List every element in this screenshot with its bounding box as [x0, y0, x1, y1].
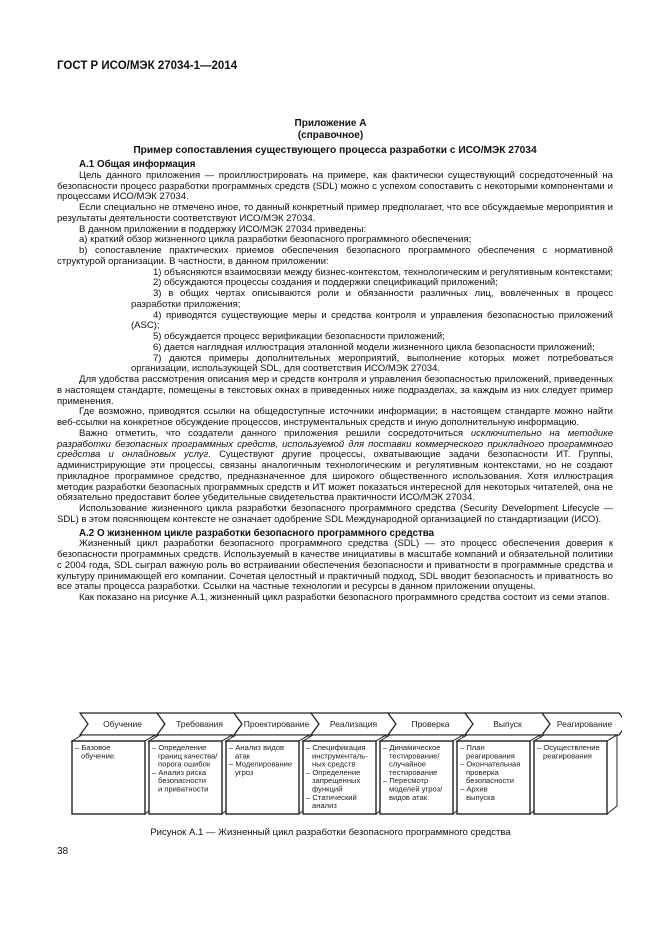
section-heading: А.2 О жизненном цикле разработки безопасного программного средства [79, 527, 435, 539]
sdl-lifecycle-diagram [57, 708, 622, 820]
phase-activity: – Пересмотр [383, 776, 429, 786]
phase-label: Выпуск [493, 719, 522, 729]
text: Важно отметить, что создатели данного приложения решили сосредоточиться [79, 427, 464, 439]
appendix-title: Пример сопоставления существующего процесса разработки с ИСО/МЭК 27034 [133, 145, 537, 156]
phase-activity: – Архив [460, 784, 488, 794]
list-item: 2) обсуждаются процессы создания и поддержки спецификаций приложений; [153, 277, 498, 289]
phase-activity: границ качества/ [158, 751, 218, 761]
phase-activity: видов атак [389, 792, 428, 802]
section-heading: А.1 Общая информация [79, 159, 196, 170]
paragraph: В данном приложении в поддержку ИСО/МЭК 27034 приведены: [79, 223, 367, 235]
phase-activity: обучение. [81, 751, 117, 761]
phase-activity: – Анализ видов [229, 743, 285, 752]
paragraph: Для удобства рассмотрения описания мер и средств контроля и управления безопасностью приложений, приведенных в настоящем стандарте, помещены в текстовых окнах в приведенных ниже подразделах, за каждым из них следует пример применения. [57, 374, 613, 407]
phase-activity: – Базовое [75, 743, 111, 752]
paragraph: Если специально не отмечено иное, то данный конкретный пример предполагает, что все обсуждаемые мероприятия и результаты деятельности соответствуют ИСО/МЭК 27034. [57, 202, 613, 224]
page-number: 38 [57, 846, 69, 857]
phase-activity: и приватности [158, 784, 209, 794]
phase-activity: атак [235, 751, 250, 761]
phase-activity: – Окончательная [460, 759, 521, 769]
phase-activity: ных средств [312, 759, 356, 769]
paragraph: Жизненный цикл разработки безопасного программного средства (SDL) — это процесс обеспечения доверия к безопасности программных средств. Используемый в качестве инициативы в масштабе компаний и обязательной политики с 2004 года, SDL сыграл важную роль во встраивании обеспечения безопасности и приватности в программные средства и культуру принимающей его компании. Сочетая целостный и практичный подход, SDL вводит безопасность и приватность во все этапы процесса разработки. Ссылки на частные технологии и ресурсы в данном приложении опущены. [57, 538, 613, 593]
body-text [57, 160, 613, 604]
box-top [457, 735, 540, 741]
appendix-heading [0, 118, 661, 142]
phase-label: Реализация [329, 719, 378, 729]
text: Существуют другие процессы, охватывающие задачи безопасности ИТ. Группы, администрирующие эти процессы, связаны аналогичным технологическим и регулятивным контекстами, но не создают прикладное программное средство, предназначенное для широкого общественного использования. Хотя иллюстрация методик разработки безопасных программных средств и ИТ может показаться интересной для некоторых читателей, она не обязательно предоставит более убедительные свидетельства практичности ИСО/МЭК 27034. [57, 449, 614, 504]
box-top [226, 735, 309, 741]
phase-activity: безопасности [158, 776, 207, 786]
box-top [380, 735, 463, 741]
list-item: 1) объясняются взаимосвязи между бизнес-контекстом, технологическим и регулятивным контекстами; [153, 266, 613, 278]
list-item: 5) обсуждается процесс верификации безопасности приложений; [153, 331, 445, 342]
box-top [534, 735, 617, 741]
phase-activity: – Статический [306, 792, 357, 802]
phase-activity: проверка [466, 767, 499, 777]
box-top [149, 735, 232, 741]
figure-caption: Рисунок А.1 — Жизненный цикл разработки безопасного программного средства [150, 827, 511, 838]
phase-label: Требования [176, 719, 223, 729]
list [57, 268, 613, 376]
phase-label: Реагирование [556, 719, 613, 729]
phase-activity: функций [312, 784, 343, 794]
phase-activity: – Осуществление [537, 743, 600, 752]
phase-activity: выпуска [466, 792, 495, 802]
phase-label: Проектирование [243, 719, 310, 729]
phase-activity: безопасности [466, 776, 515, 786]
list-item: 6) дается наглядная иллюстрация эталонной модели жизненного цикла безопасности приложений; [153, 341, 595, 353]
phase-activity: тестирование/ [389, 751, 440, 761]
phase-activity: – План [460, 743, 485, 752]
box-top [303, 735, 386, 741]
phase-activity: – Спецификация [306, 743, 366, 752]
phase-activity: – Определение [152, 743, 207, 752]
phase-activity: – Моделирование [229, 759, 293, 769]
paragraph: а) краткий обзор жизненного цикла разработки безопасного программного обеспечения; [79, 234, 472, 246]
phase-activity: – Анализ риска [152, 767, 207, 777]
phase-activity: анализ [312, 801, 337, 811]
paragraph: Как показано на рисунке А.1, жизненный цикл разработки безопасного программного средства состоит из семи этапов. [79, 592, 610, 603]
box-top [72, 735, 155, 741]
list-item: 3) в общих чертах описываются роли и обязанности различных лиц, вовлеченных в процесс разработки приложения; [131, 288, 613, 310]
phase-activity: тестирование [389, 767, 438, 777]
phase-activity: реагирования [543, 751, 592, 761]
list-item: 7) даются примеры дополнительных мероприятий, выполнение которых может потребоваться организации, использующей SDL, для соответствия ИСО/МЭК 27034. [131, 352, 613, 375]
phase-activity: моделей угроз/ [389, 784, 443, 794]
paragraph: b) сопоставление практических приемов обеспечения безопасного программного обеспечения с нормативной структурой организации. В частности, в данном приложении: [57, 245, 613, 267]
phase-activity: – Определение [306, 767, 361, 777]
phase-activity: запрещенных [312, 776, 361, 786]
phase-activity: порога ошибок [158, 759, 211, 769]
phase-label: Обучение [103, 719, 142, 729]
phase-activity: угроз [235, 767, 254, 777]
phase-activity: реагирования [466, 751, 515, 761]
paragraph: Использование жизненного цикла разработки безопасного программного средства (Security Development Lifecycle — SDL) в этом поясняющем контексте не означает одобрение SDL Международной организацией по стандартизации (ИСО). [57, 503, 613, 525]
paragraph [57, 429, 613, 504]
list-item: 4) приводятся существующие меры и средства контроля и управления безопасностью приложений (ASC); [131, 309, 613, 332]
appendix-label: Приложение А [294, 118, 367, 129]
document-header: ГОСТ Р ИСО/МЭК 27034-1—2014 [57, 60, 238, 72]
box-side [607, 735, 617, 814]
appendix-type: (справочное) [297, 130, 364, 141]
paragraph: Где возможно, приводятся ссылки на общедоступные источники информации; в настоящем стандарте можно найти веб-ссылки на конкретное обсуждение процессов, инструментальных средств и иную дополнительную информацию. [57, 406, 613, 428]
phase-label: Проверка [411, 719, 450, 729]
paragraph: Цель данного приложения — проиллюстрировать на примере, как фактически существующий сосредоточенный на безопасности процесс разработки программных средств (SDL) можно с успехом сопоставить с некоторыми компонентами и процессами ИСО/МЭК 27034. [57, 169, 613, 203]
emphasis: исключительно на методике разработки безопасных программных средств, используемой для поставки коммерческого прикладного программного средства и онлайновых услуг. [57, 427, 614, 461]
phase-activity: инструменталь- [312, 751, 368, 761]
phase-activity: – Динамическое [383, 743, 441, 752]
phase-activity: случайное [389, 759, 427, 769]
